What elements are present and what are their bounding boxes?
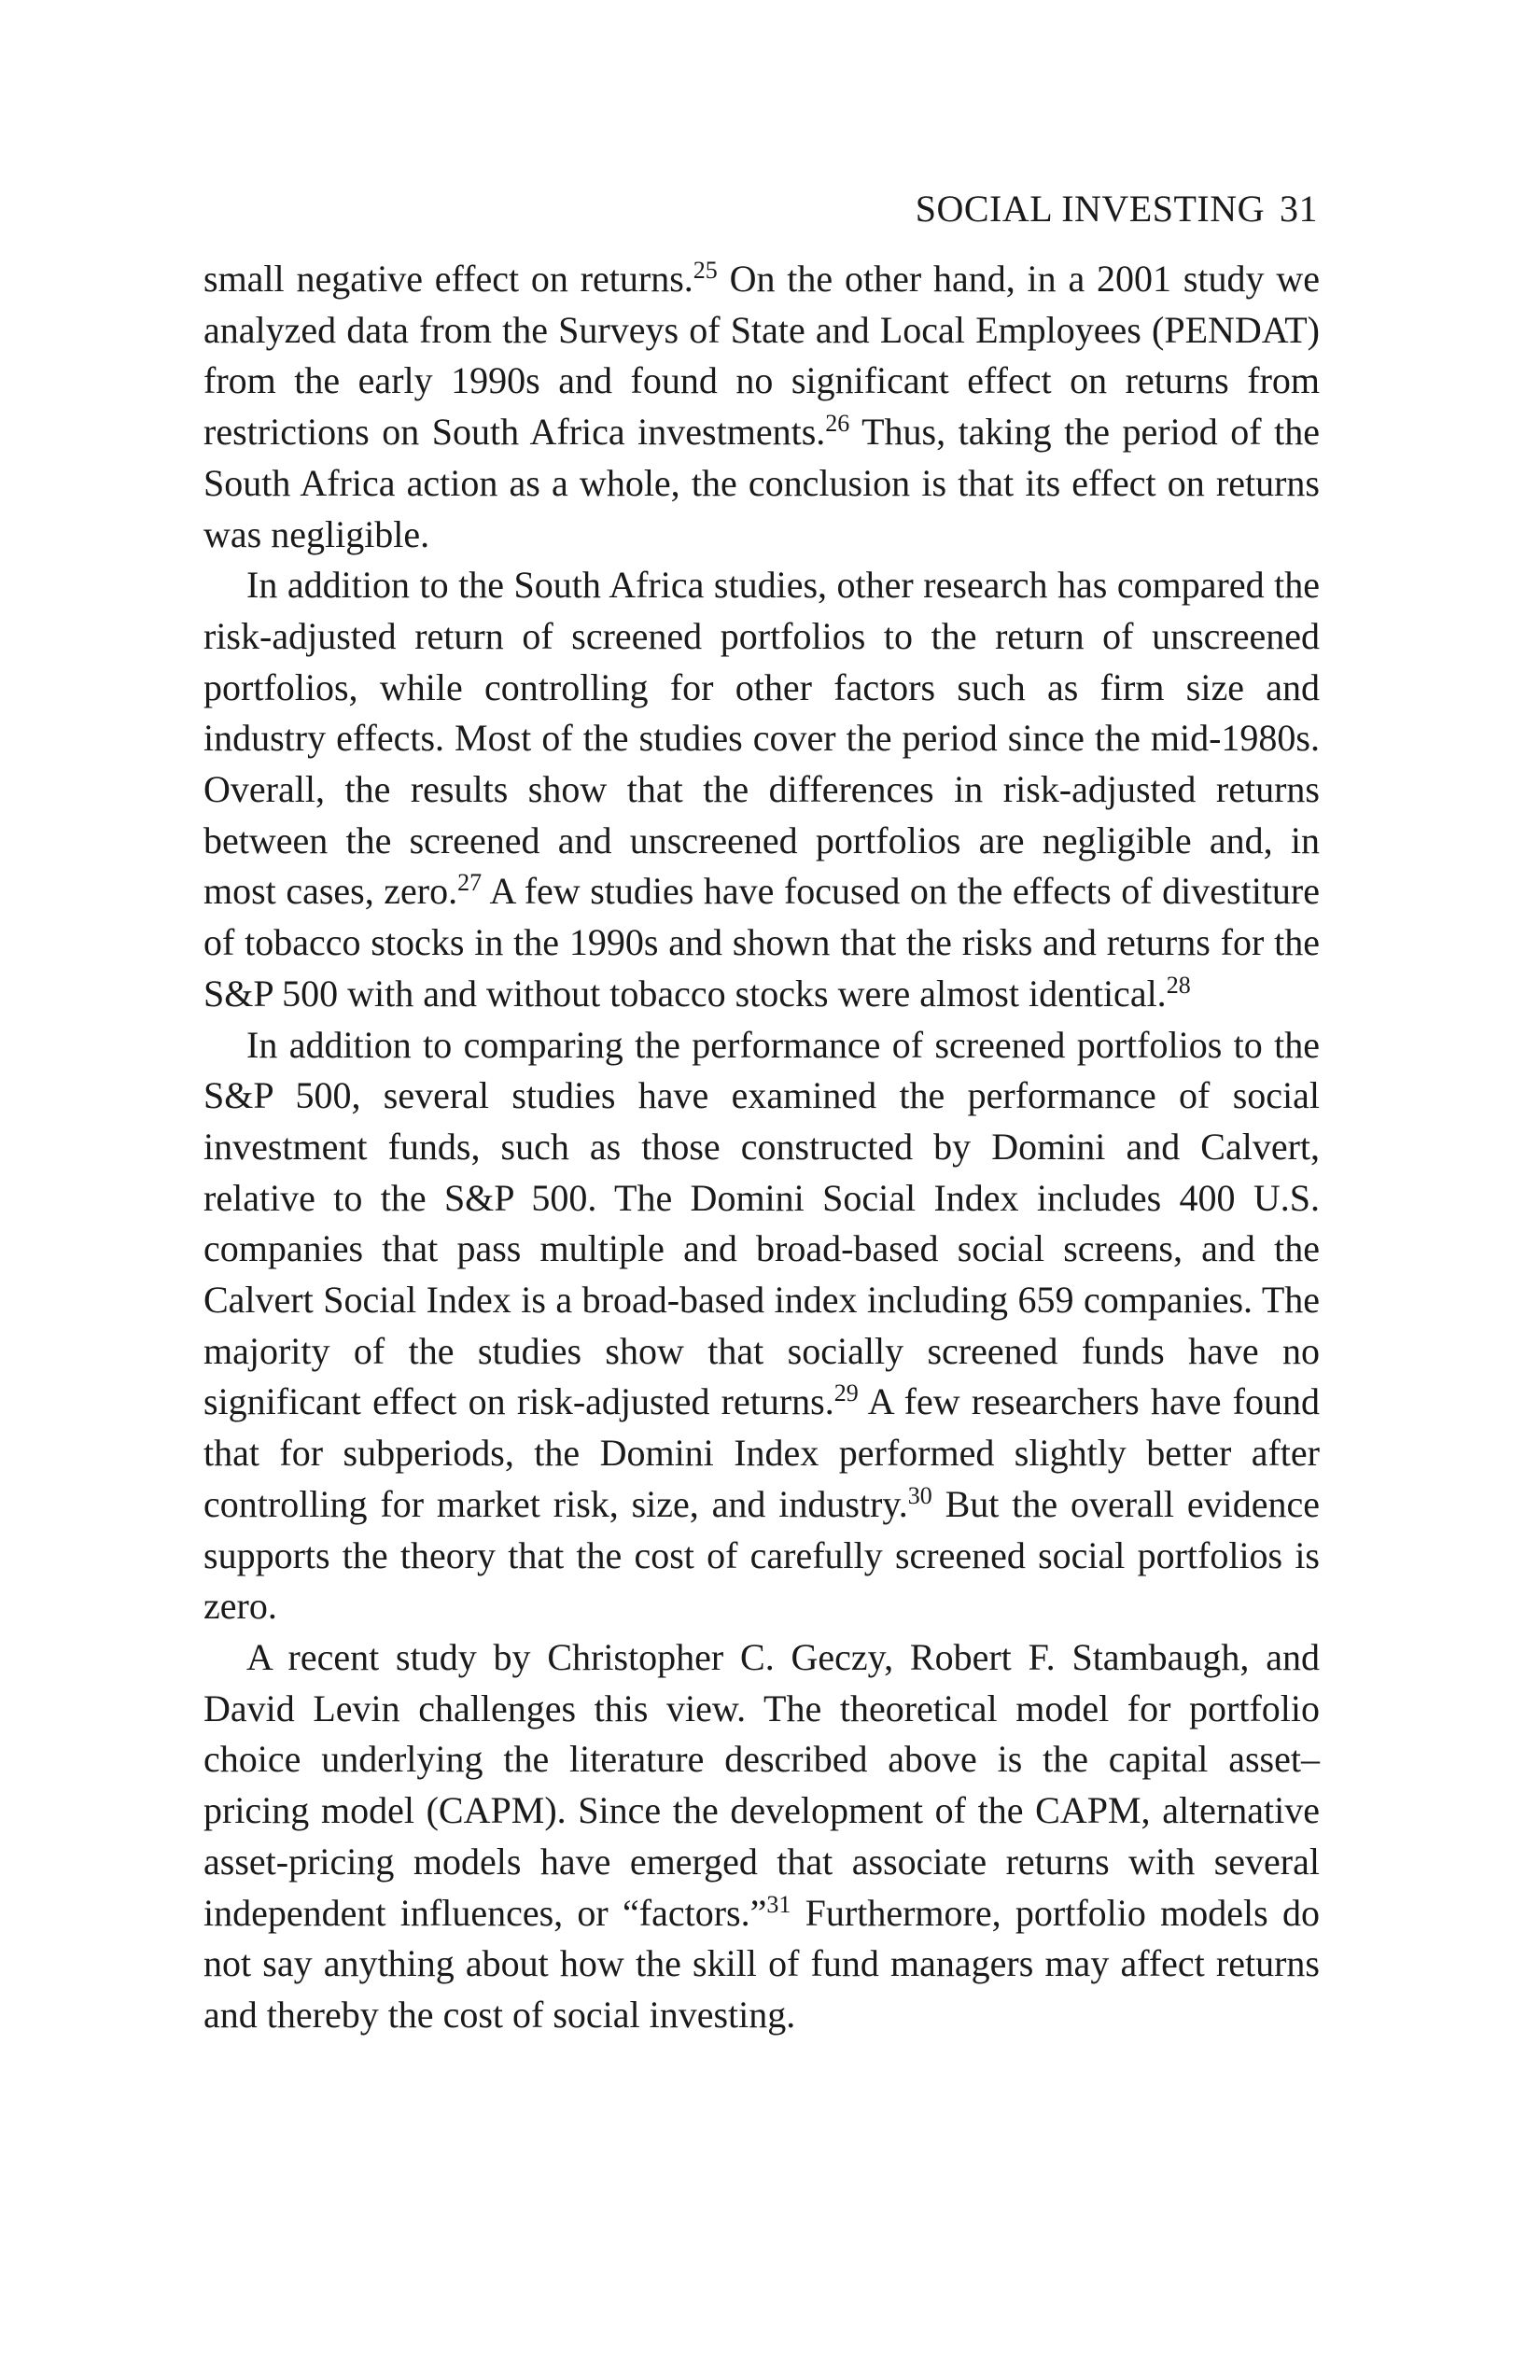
page-number: 31	[1280, 188, 1318, 230]
footnote-ref-29[interactable]: 29	[833, 1379, 859, 1407]
footnote-ref-31[interactable]: 31	[766, 1890, 791, 1918]
paragraph-1	[203, 254, 1320, 560]
paragraph-2-text-a: In addition to the South Africa studies, other research has compared the risk-adjusted return of screened portfolios to the return of unscreened portfolios, while controlling for other factors such as firm size and industry effects. Most of the studies cover the period since the mid-1980s. Overall, the results show that the differences in risk-adjusted returns between the screened and unscreened portfolios are negligible and, in most cases, zero.	[203, 564, 1320, 913]
footnote-ref-30[interactable]: 30	[907, 1481, 932, 1509]
paragraph-2	[203, 560, 1320, 1019]
footnote-ref-28[interactable]: 28	[1166, 971, 1191, 999]
running-head	[916, 187, 1318, 231]
footnote-ref-26[interactable]: 26	[825, 410, 850, 438]
paragraph-4-text-b: Furthermore, portfolio models do not say anything about how the skill of fund managers may affect returns and thereby the cost of social investing.	[203, 1891, 1321, 2036]
footnote-ref-25[interactable]: 25	[693, 257, 718, 284]
running-title: SOCIAL INVESTING	[915, 188, 1265, 230]
paragraph-2-text-b: A few studies have focused on the effects of divestiture of tobacco stocks in the 1990s and shown that the risks and returns for the S&P 500 with and without tobacco stocks were almost identical.	[203, 870, 1321, 1015]
footnote-ref-27[interactable]: 27	[457, 869, 483, 897]
paragraph-1-text-b: On the other hand, in a 2001 study we analyzed data from the Surveys of State and Local Employees (PENDAT) from the early 1990s and found no significant effect on returns from restrictions on South Africa investments.	[203, 258, 1320, 454]
paragraph-3	[203, 1020, 1320, 1632]
body-text	[203, 254, 1320, 2041]
paragraph-3-text-b: A few researchers have found that for subperiods, the Domini Index performed slightly better after controlling for market risk, size, and industry.	[203, 1380, 1321, 1525]
paragraph-4-text-a: A recent study by Christopher C. Geczy, Robert F. Stambaugh, and David Levin challenges this view. The theoretical model for portfolio choice underlying the literature described above is the capital asset–pricing model (CAPM). Since the development of the CAPM, alternative asset-pricing models have emerged that associate returns with several independent influences, or “factors.”	[203, 1635, 1320, 1934]
paragraph-1-text-c: Thus, taking the period of the South Africa action as a whole, the conclusion is that its effect on returns was negligible.	[203, 411, 1320, 555]
paragraph-3-text-a: In addition to comparing the performance of screened portfolios to the S&P 500, several studies have examined the performance of social investment funds, such as those constructed by Domini and Calvert, relative to the S&P 500. The Domini Social Index includes 400 U.S. companies that pass multiple and broad-based social screens, and the Calvert Social Index is a broad-based index including 659 companies. The majority of the studies show that socially screened funds have no significant effect on risk-adjusted returns.	[203, 1023, 1320, 1423]
paragraph-1-text-a: small negative effect on returns.	[203, 258, 693, 300]
paragraph-4	[203, 1632, 1320, 2041]
paragraph-3-text-c: But the overall evidence supports the theory that the cost of carefully screened social portfolios is zero.	[203, 1482, 1320, 1628]
